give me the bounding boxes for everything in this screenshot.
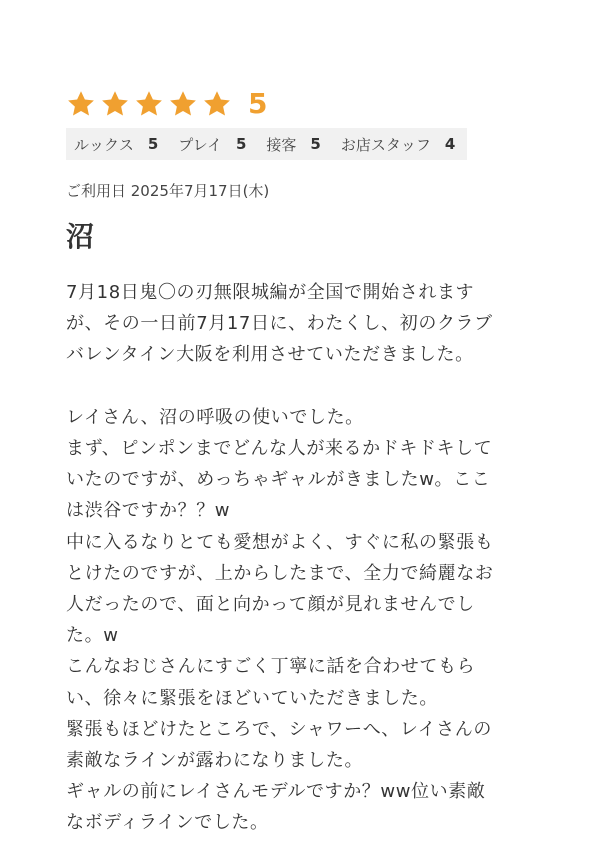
subscore-value: 5 xyxy=(310,135,321,153)
body-line: とけたのですが、上からしたまで、全力で綺麗なお xyxy=(66,562,494,584)
subscore-label: お店スタッフ xyxy=(340,135,431,154)
body-line: 素敵なラインが露わになりました。 xyxy=(66,750,364,772)
body-line: 中に入るなりとても愛想がよく、すぐに私の緊張も xyxy=(66,531,494,553)
review-body xyxy=(66,277,546,839)
body-line: た。w xyxy=(66,625,119,647)
subscore-value: 5 xyxy=(147,135,159,153)
body-line: こんなおじさんにすごく丁寧に話を合わせてもら xyxy=(66,656,476,678)
body-line: まず、ピンポンまでどんな人が来るかドキドキして xyxy=(66,438,493,459)
subscore-bar xyxy=(66,128,467,160)
star-icon xyxy=(134,89,164,119)
subscore-play xyxy=(178,134,246,155)
body-line: いたのですが、めっちゃギャルがきましたw。ここ xyxy=(66,469,491,491)
body-line: なボディラインでした。 xyxy=(66,812,269,834)
subscore-service xyxy=(266,134,320,155)
subscore-label: 接客 xyxy=(266,135,297,154)
body-line: 緊張もほどけたところで、シャワーへ、レイさんの xyxy=(66,718,492,740)
body-line: レイさん、沼の呼吸の使いでした。 xyxy=(66,406,364,428)
body-line: 7月18日鬼〇の刃無限城編が全国で開始されます xyxy=(66,282,475,303)
subscore-looks xyxy=(74,134,158,155)
star-icon xyxy=(100,89,130,119)
body-line: は渋谷ですか？？w xyxy=(66,500,231,522)
review-title: 沼 xyxy=(66,220,95,253)
rating-score: 5 xyxy=(248,87,268,120)
rating-row xyxy=(66,82,546,126)
subscore-value: 4 xyxy=(444,135,456,153)
review-card xyxy=(66,82,546,839)
body-line: が、その一日前7月17日に、わたくし、初のクラブ xyxy=(66,313,493,335)
subscore-staff xyxy=(341,134,455,155)
subscore-value: 5 xyxy=(235,135,247,153)
star-icon xyxy=(168,89,198,119)
star-rating xyxy=(66,89,232,119)
visit-date: ご利用日 2025年7月17日(木) xyxy=(66,182,270,200)
body-line: 人だったので、面と向かって顔が見れませんでし xyxy=(66,594,475,616)
body-blank-line xyxy=(66,371,546,402)
star-icon xyxy=(202,89,232,119)
body-line: バレンタイン大阪を利用させていただきました。 xyxy=(66,344,474,366)
body-line: い、徐々に緊張をほどいていただきました。 xyxy=(66,687,438,709)
subscore-label: ルックス xyxy=(74,135,134,154)
star-icon xyxy=(66,89,96,119)
body-line: ギャルの前にレイさんモデルですか？ww位い素敵 xyxy=(66,781,486,803)
subscore-label: プレイ xyxy=(178,135,222,154)
